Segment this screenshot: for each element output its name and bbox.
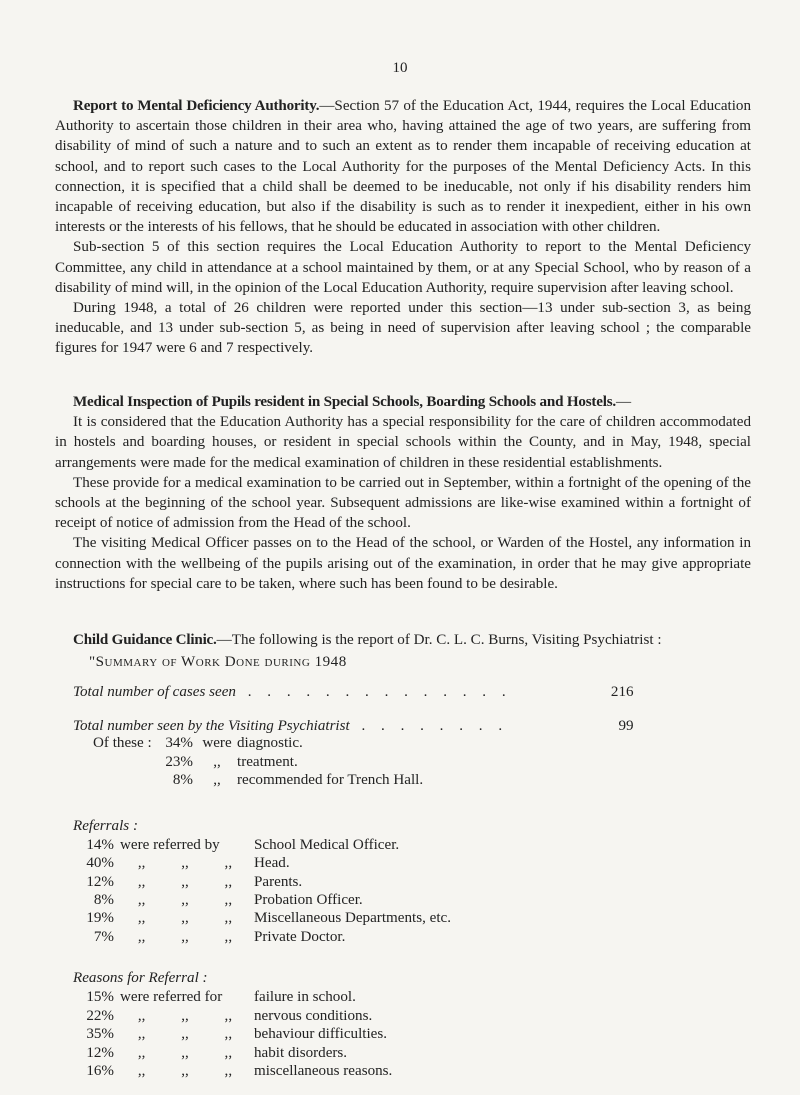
referrals-list: 14% were referred by School Medical Officer. 40% ,, ,, ,, Head. 12% ,, ,, ,, Parents. 8% ,, ,, ,, Probation Officer. 19% ,, ,, ,, Miscellaneous Departments, etc. 7% ,, ,, ,, Private Doctor. <box>86 836 451 945</box>
referrals-title: Referrals : <box>73 817 138 834</box>
paragraph: These provide for a medical examination to be carried out in September, within a fortnight of the opening of the schools at the beginning of the school year. Subsequent admissions are like-wise examined within a fortnight of receipt of notice of admission from the Head of the school. <box>55 474 751 532</box>
paragraph: During 1948, a total of 26 children were reported under this section—13 under sub-section 3, as being ineducable, and 13 under sub-section 5, as being in need of supervision after leaving school ; the comparable figures for 1947 were 6 and 7 respectively. <box>55 300 751 357</box>
total-cases-value: 216 <box>610 684 634 701</box>
total-cases-row: Total number of cases seen . . . . . . . . . . . . . . 216 <box>73 682 662 702</box>
total-seen-value: 99 <box>618 718 634 735</box>
section-medical-inspection <box>55 392 751 594</box>
reasons-title: Reasons for Referral : <box>73 970 208 987</box>
section-heading-line: Medical Inspection of Pupils resident in Special Schools, Boarding Schools and Hostels.— <box>73 394 632 410</box>
section-heading: Medical Inspection of Pupils resident in Special Schools, Boarding Schools and Hostels. <box>73 394 616 410</box>
section-child-guidance <box>55 630 662 1081</box>
section-heading: Report to Mental Deficiency Authority. <box>73 98 320 114</box>
paragraph: Child Guidance Clinic.—The following is the report of Dr. C. L. C. Burns, Visiting Psychiatrist : <box>73 632 662 648</box>
paragraph: It is considered that the Education Authority has a special responsibility for the care of children accommodated in hostels and boarding houses, or resident in special schools within the County, and in May, 1948, special arrangements were made for the medical examination of children in these residential establishments. <box>55 414 751 471</box>
reasons-list: 15% were referred for failure in school. 22% ,, ,, ,, nervous conditions. 35% ,, ,, ,, behaviour difficulties. 12% ,, ,, ,, habit disorders. 16% ,, ,, ,, miscellaneous reasons. <box>86 989 393 1080</box>
total-seen-row: Total number seen by the Visiting Psychiatrist . . . . . . . . 99 <box>73 716 662 736</box>
summary-title: "Summary of Work Done during 1948 <box>89 654 347 671</box>
paragraph: Report to Mental Deficiency Authority.—Section 57 of the Education Act, 1944, requires the Local Education Authority to ascertain those children in their area who, having attained the age of two years, are suffering from disability of mind of such a nature and to such an extent as to render them incapable of receiving education at school, and to report such cases to the Local Authority for the purposes of the Mental Deficiency Acts. In this connection, it is specified that a child shall be deemed to be ineducable, not only if his disability renders him incapable of receiving education, but also if the disability is such as to render it inexpedient, either in his own interests or the interests of his fellows, that he should be educated in association with other children. <box>55 98 752 236</box>
of-these-list: Of these : 34% were diagnostic. 23% ,, treatment. 8% ,, recommended for Trench Hall. <box>93 735 424 789</box>
section-heading: Child Guidance Clinic. <box>73 632 217 648</box>
page-number: 10 <box>392 60 408 76</box>
paragraph: The visiting Medical Officer passes on to the Head of the school, or Warden of the Hostel, any information in connection with the wellbeing of the pupils arising out of the examination, in order that he may give appropriate instructions for special care to be taken, where such has been found to be desirable. <box>55 535 751 592</box>
paragraph: Sub-section 5 of this section requires the Local Education Authority to report to the Mental Deficiency Committee, any child in attendance at a school maintained by them, or at any Special School, who by reason of a disability of mind will, in the opinion of the Local Education Authority, require supervision after leaving school. <box>55 239 751 296</box>
section-mental-deficiency <box>55 96 751 359</box>
